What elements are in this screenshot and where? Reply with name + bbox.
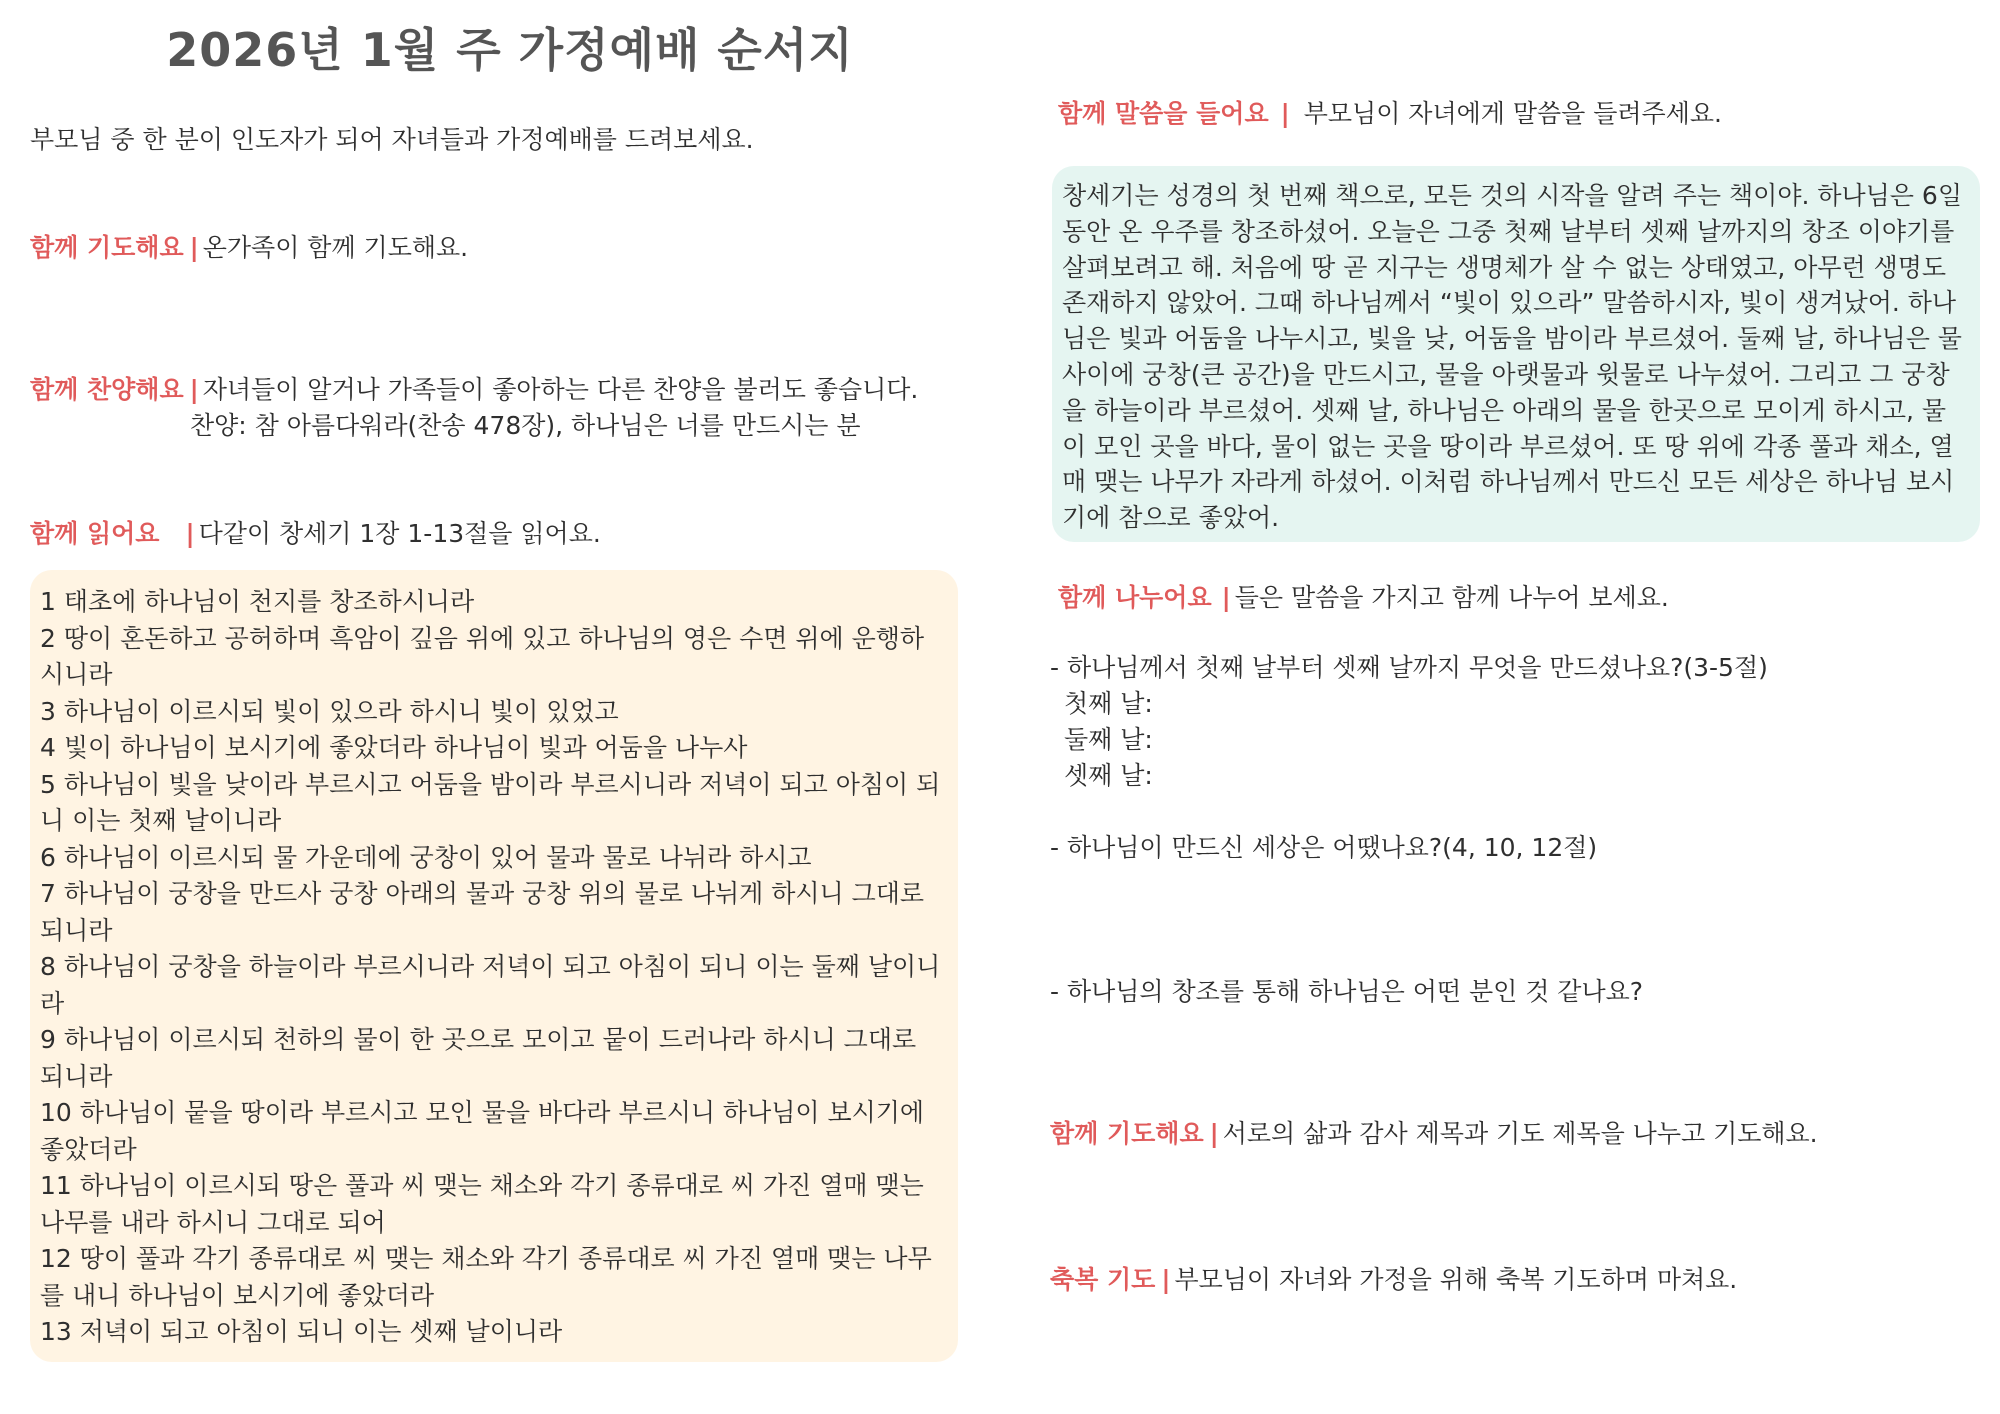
verse: 9 하나님이 이르시되 천하의 물이 한 곳으로 모이고 뭍이 드러나라 하시니 그대로 되니라 xyxy=(40,1025,917,1091)
separator: | xyxy=(1221,583,1231,612)
verse: 11 하나님이 이르시되 땅은 풀과 씨 맺는 채소와 각기 종류대로 씨 가진 열매 맺는 나무를 내라 하시니 그대로 되어 xyxy=(40,1171,924,1237)
intro-text: 부모님 중 한 분이 인도자가 되어 자녀들과 가정예배를 드려보세요. xyxy=(30,125,754,154)
verse: 1 태초에 하나님이 천지를 창조하시니라 xyxy=(40,587,475,616)
question-2: - 하나님이 만드신 세상은 어땠나요?(4, 10, 12절) xyxy=(1050,833,1598,862)
answer-day1: 첫째 날: xyxy=(1064,689,1153,718)
verse: 13 저녁이 되고 아침이 되니 이는 셋째 날이니라 xyxy=(40,1317,563,1346)
reading-label: 함께 읽어요 xyxy=(30,519,160,548)
prayer2-text: 서로의 삶과 감사 제목과 기도 제목을 나누고 기도해요. xyxy=(1222,1119,1818,1148)
prayer2-label: 함께 기도해요 xyxy=(1050,1119,1204,1148)
praise-section xyxy=(30,372,918,408)
blessing-label: 축복 기도 xyxy=(1050,1265,1156,1294)
listen-label: 함께 말씀을 들어요 xyxy=(1058,99,1269,128)
prayer1-text: 온가족이 함께 기도해요. xyxy=(202,233,469,262)
praise-text: 자녀들이 알거나 가족들이 좋아하는 다른 찬양을 불러도 좋습니다. xyxy=(202,375,919,404)
separator: | xyxy=(185,519,195,548)
verse: 2 땅이 혼돈하고 공허하며 흑암이 깊음 위에 있고 하나님의 영은 수면 위에 운행하시니라 xyxy=(40,623,925,689)
reading-section xyxy=(30,516,601,552)
answer-day3: 셋째 날: xyxy=(1064,761,1153,790)
message-box xyxy=(1052,166,1980,542)
prayer1-label: 함께 기도해요 xyxy=(30,233,184,262)
verse: 6 하나님이 이르시되 물 가운데에 궁창이 있어 물과 물로 나뉘라 하시고 xyxy=(40,842,812,872)
praise-label: 함께 찬양해요 xyxy=(30,375,184,404)
listen-text: 부모님이 자녀에게 말씀을 들려주세요. xyxy=(1303,99,1722,128)
verse: 10 하나님이 뭍을 땅이라 부르시고 모인 물을 바다라 부르시니 하나님이 보시기에 좋았더라 xyxy=(40,1098,925,1164)
verse: 3 하나님이 이르시되 빛이 있으라 하시니 빛이 있었고 xyxy=(40,696,619,726)
verse: 8 하나님이 궁창을 하늘이라 부르시니라 저녁이 되고 아침이 되니 이는 둘째 날이니라 xyxy=(40,952,941,1018)
separator: | xyxy=(1280,99,1290,128)
verse: 12 땅이 풀과 각기 종류대로 씨 맺는 채소와 각기 종류대로 씨 가진 열매 맺는 나무를 내니 하나님이 보시기에 좋았더라 xyxy=(40,1244,932,1310)
verse: 7 하나님이 궁창을 만드사 궁창 아래의 물과 궁창 위의 물로 나뉘게 하시니 그대로 되니라 xyxy=(40,879,925,945)
separator: | xyxy=(189,233,199,262)
share-text: 들은 말씀을 가지고 함께 나누어 보세요. xyxy=(1234,583,1669,612)
verse: 5 하나님이 빛을 낮이라 부르시고 어둠을 밤이라 부르시니라 저녁이 되고 아침이 되니 이는 첫째 날이니라 xyxy=(40,769,941,835)
separator: | xyxy=(1209,1119,1219,1148)
share-section xyxy=(1058,580,1669,616)
praise-songs: 찬양: 참 아름다워라(찬송 478장), 하나님은 너를 만드시는 분 xyxy=(190,411,861,440)
verse: 4 빛이 하나님이 보시기에 좋았더라 하나님이 빛과 어둠을 나누사 xyxy=(40,733,748,762)
listen-section xyxy=(1058,96,1722,132)
page-title: 2026년 1월 주 가정예배 순서지 xyxy=(166,23,854,77)
question-block-1 xyxy=(1050,650,1768,794)
answer-day2: 둘째 날: xyxy=(1064,725,1153,754)
share-label: 함께 나누어요 xyxy=(1058,583,1212,612)
prayer1-section xyxy=(30,230,468,266)
separator: | xyxy=(1161,1265,1171,1294)
blessing-text: 부모님이 자녀와 가정을 위해 축복 기도하며 마쳐요. xyxy=(1174,1265,1738,1294)
scripture-box xyxy=(30,570,958,1362)
question-1: - 하나님께서 첫째 날부터 셋째 날까지 무엇을 만드셨나요?(3-5절) xyxy=(1050,653,1768,682)
question-3: - 하나님의 창조를 통해 하나님은 어떤 분인 것 같나요? xyxy=(1050,977,1644,1006)
prayer2-section xyxy=(1050,1116,1818,1152)
message-text: 창세기는 성경의 첫 번째 책으로, 모든 것의 시작을 알려 주는 책이야. 하나님은 6일 동안 온 우주를 창조하셨어. 오늘은 그중 첫째 날부터 셋째 날까지의 창조 이야기를 살펴보려고 해. 처음에 땅 곧 지구는 생명체가 살 수 없는 상태였고, 아무런 생명도 존재하지 않았어. 그때 하나님께서 “빛이 있으라” 말씀하시자, 빛이 생겨났어. 하나님은 빛과 어둠을 나누시고, 빛을 낮, 어둠을 밤이라 부르셨어. 둘째 날, 하나님은 물 사이에 궁창(큰 공간)을 만드시고, 물을 아랫물과 윗물로 나누셨어. 그리고 그 궁창을 하늘이라 부르셨어. 셋째 날, 하나님은 아래의 물을 한곳으로 모이게 하시고, 물이 모인 곳을 바다, 물이 없는 곳을 땅이라 부르셨어. 또 땅 위에 각종 풀과 채소, 열매 맺는 나무가 자라게 하셨어. 이처럼 하나님께서 만드신 모든 세상은 하나님 보시기에 참으로 좋았어. xyxy=(1062,181,1962,533)
reading-text: 다같이 창세기 1장 1-13절을 읽어요. xyxy=(198,519,601,548)
separator: | xyxy=(189,375,199,404)
blessing-section xyxy=(1050,1262,1737,1298)
